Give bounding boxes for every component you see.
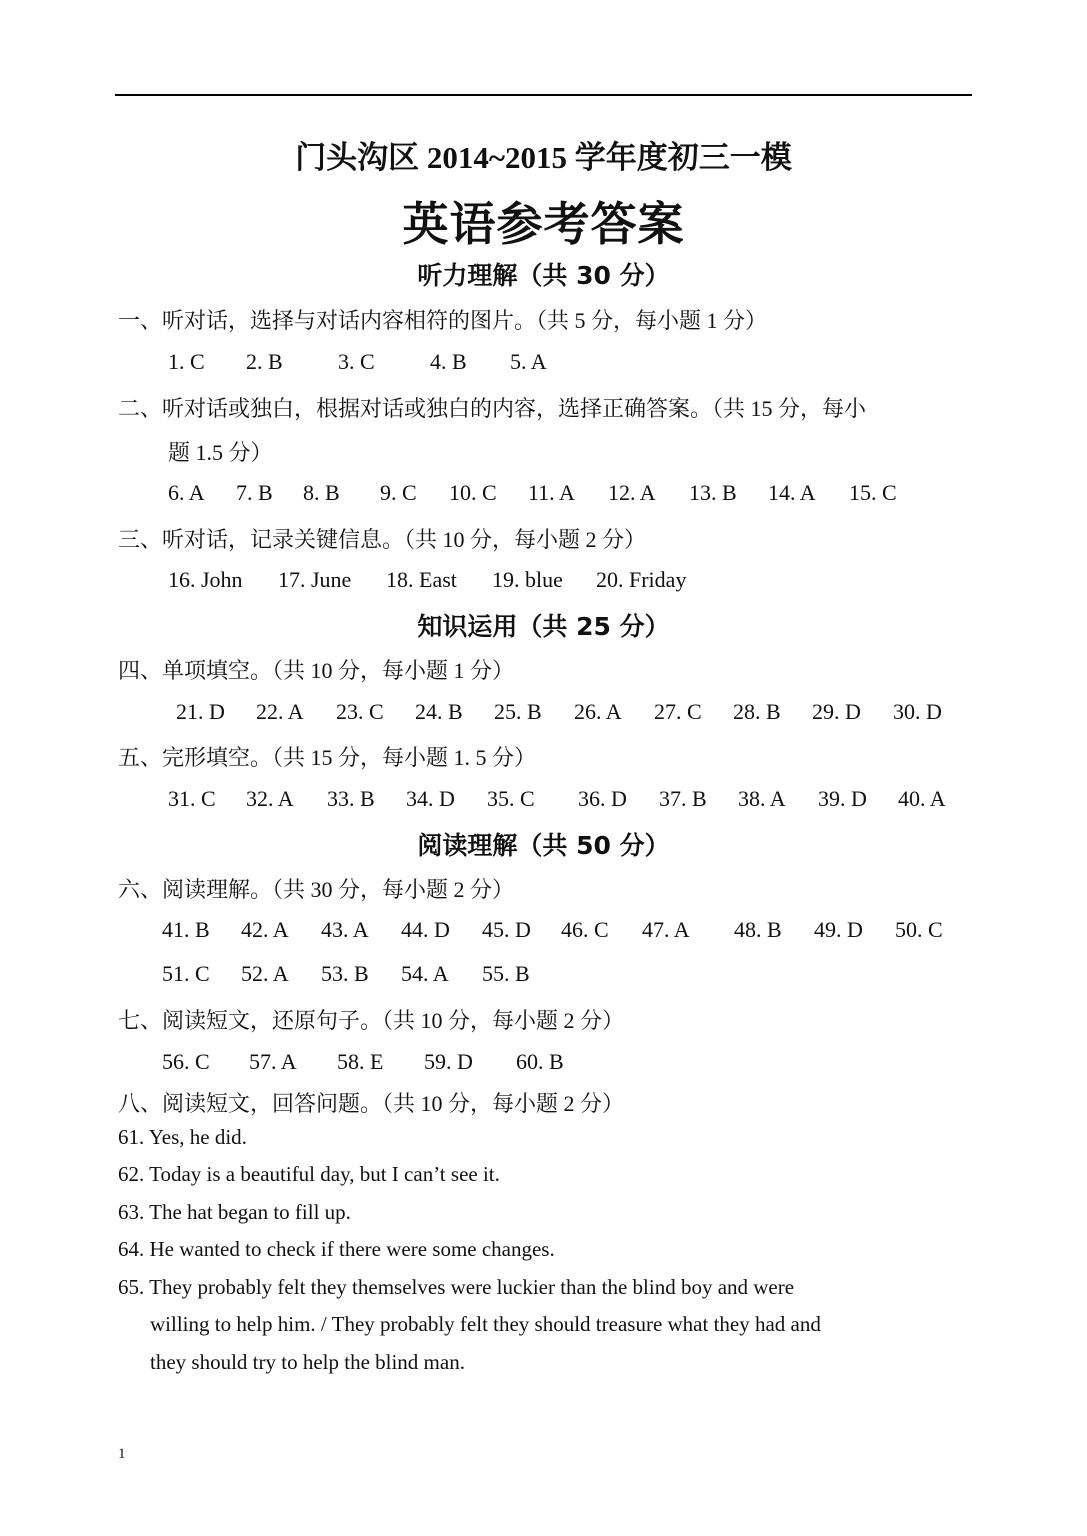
answer-item: 3. C: [338, 349, 375, 374]
header-rule: [115, 94, 972, 96]
answer-item: 40. A: [898, 786, 946, 811]
part-8-heading: 八、阅读短文，回答问题。（共 10 分，每小题 2 分）: [118, 1091, 625, 1116]
answer-item: 15. C: [849, 480, 897, 505]
answer-item: 47. A: [642, 917, 690, 942]
answer-item: 59. D: [424, 1049, 473, 1074]
answer-item: 11. A: [528, 480, 575, 505]
answer-item: 23. C: [336, 699, 384, 724]
part-3-heading: 三、听对话，记录关键信息。（共 10 分，每小题 2 分）: [118, 527, 647, 552]
answer-item: 32. A: [246, 786, 294, 811]
answer-item: 41. B: [162, 917, 210, 942]
answer-item: 18. East: [386, 567, 457, 592]
answer-item: 17. June: [278, 567, 352, 592]
answer-item: 46. C: [561, 917, 609, 942]
answer-item: 24. B: [415, 699, 463, 724]
section-heading-reading: 阅读理解（共 50 分）: [417, 831, 670, 860]
answer-item: 28. B: [733, 699, 781, 724]
answer-item: 55. B: [482, 961, 530, 986]
answer-item: 1. C: [168, 349, 205, 374]
answer-63: 63. The hat began to fill up.: [118, 1200, 351, 1224]
section-heading-listening: 听力理解（共 30 分）: [417, 261, 670, 290]
part-2-heading: 二、听对话或独白，根据对话或独白的内容，选择正确答案。（共 15 分，每小: [118, 396, 867, 421]
answer-item: 36. D: [578, 786, 627, 811]
answer-item: 56. C: [162, 1049, 210, 1074]
answer-item: 35. C: [487, 786, 535, 811]
answer-65-cont: willing to help him. / They probably felt they should treasure what they had and: [150, 1312, 821, 1336]
answer-item: 2. B: [246, 349, 283, 374]
answer-64: 64. He wanted to check if there were some changes.: [118, 1237, 555, 1261]
answer-item: 29. D: [812, 699, 861, 724]
answer-item: 33. B: [327, 786, 375, 811]
answer-item: 45. D: [482, 917, 531, 942]
answer-65: 65. They probably felt they themselves were luckier than the blind boy and were: [118, 1275, 795, 1299]
answer-item: 52. A: [241, 961, 289, 986]
answer-item: 27. C: [654, 699, 702, 724]
answer-item: 19. blue: [492, 567, 563, 592]
page-number: 1: [118, 1446, 126, 1462]
answer-item: 58. E: [337, 1049, 384, 1074]
answer-item: 30. D: [893, 699, 942, 724]
answer-item: 14. A: [768, 480, 816, 505]
section-heading-knowledge: 知识运用（共 25 分）: [417, 612, 670, 641]
answer-item: 34. D: [406, 786, 455, 811]
part-7-heading: 七、阅读短文，还原句子。（共 10 分，每小题 2 分）: [118, 1008, 625, 1033]
answer-item: 49. D: [814, 917, 863, 942]
answer-item: 8. B: [303, 480, 340, 505]
answer-item: 50. C: [895, 917, 943, 942]
answer-item: 9. C: [380, 480, 417, 505]
answer-65-cont: they should try to help the blind man.: [150, 1350, 465, 1374]
part-1-heading: 一、听对话，选择与对话内容相符的图片。（共 5 分，每小题 1 分）: [118, 308, 768, 333]
answer-item: 26. A: [574, 699, 622, 724]
answer-item: 16. John: [168, 567, 243, 592]
document-subtitle: 英语参考答案: [402, 199, 685, 250]
answer-item: 60. B: [516, 1049, 564, 1074]
answer-item: 38. A: [738, 786, 786, 811]
part-2-heading-cont: 题 1.5 分）: [168, 440, 273, 465]
answer-item: 12. A: [608, 480, 656, 505]
answer-item: 39. D: [818, 786, 867, 811]
answer-item: 4. B: [430, 349, 467, 374]
answer-item: 48. B: [734, 917, 782, 942]
answer-item: 43. A: [321, 917, 369, 942]
answer-item: 6. A: [168, 480, 205, 505]
answer-item: 13. B: [689, 480, 737, 505]
part-6-heading: 六、阅读理解。（共 30 分，每小题 2 分）: [118, 877, 515, 902]
part-5-heading: 五、完形填空。（共 15 分，每小题 1. 5 分）: [118, 745, 537, 770]
answer-item: 44. D: [401, 917, 450, 942]
answer-item: 54. A: [401, 961, 449, 986]
answer-item: 51. C: [162, 961, 210, 986]
answer-item: 5. A: [510, 349, 547, 374]
answer-item: 10. C: [449, 480, 497, 505]
answer-item: 7. B: [236, 480, 273, 505]
answer-item: 37. B: [659, 786, 707, 811]
answer-item: 22. A: [256, 699, 304, 724]
answer-61: 61. Yes, he did.: [118, 1125, 247, 1149]
answer-item: 31. C: [168, 786, 216, 811]
answer-item: 20. Friday: [596, 567, 687, 592]
part-4-heading: 四、单项填空。（共 10 分，每小题 1 分）: [118, 658, 515, 683]
answer-62: 62. Today is a beautiful day, but I can’t see it.: [118, 1162, 500, 1186]
answer-item: 57. A: [249, 1049, 297, 1074]
document-title: 门头沟区 2014~2015 学年度初三一模: [295, 140, 792, 175]
answer-item: 25. B: [494, 699, 542, 724]
answer-item: 53. B: [321, 961, 369, 986]
answer-item: 21. D: [176, 699, 225, 724]
answer-item: 42. A: [241, 917, 289, 942]
